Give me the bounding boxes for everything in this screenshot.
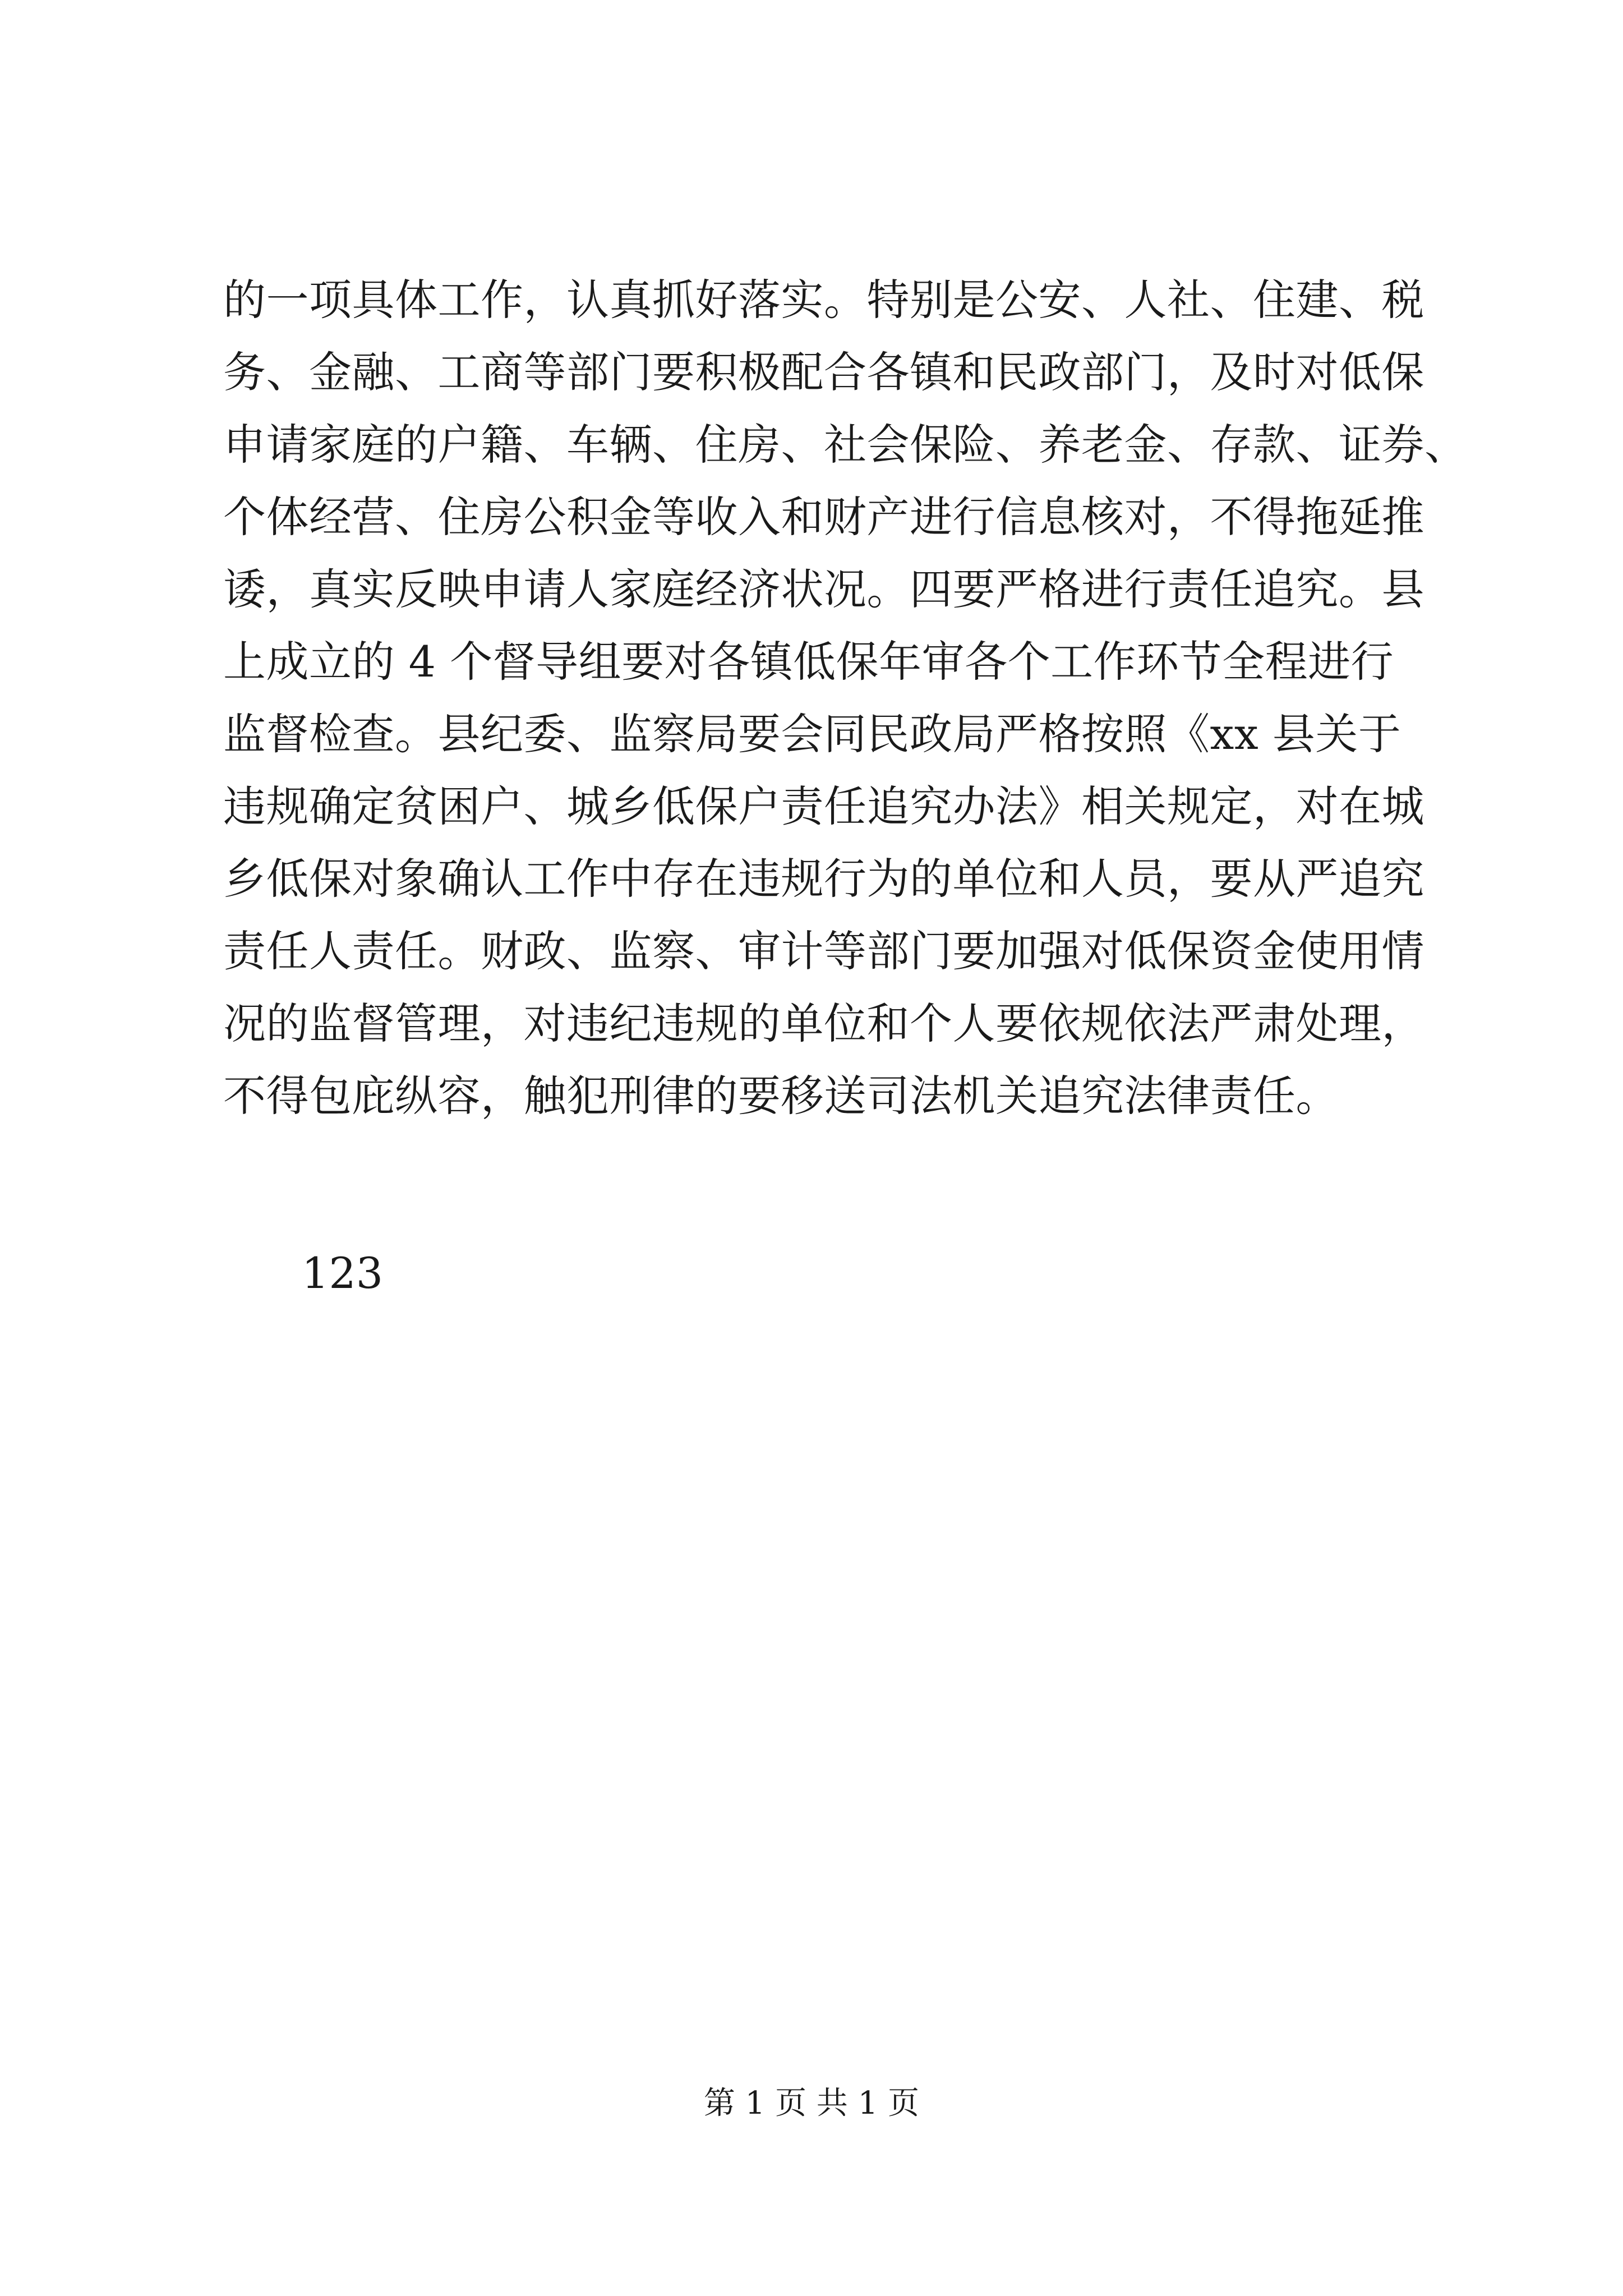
text-line: 务、金融、工商等部门要积极配合各镇和民政部门，及时对低保 (223, 347, 1424, 397)
page-footer: 第 1 页 共 1 页 (703, 2085, 920, 2122)
trailing-number: 123 (302, 1248, 384, 1298)
text-line: 况的监督管理，对违纪违规的单位和个人要依规依法严肃处理， (223, 999, 1424, 1048)
text-line: 责任人责任。财政、监察、审计等部门要加强对低保资金使用情 (223, 926, 1424, 976)
text-line: 监督检查。县纪委、监察局要会同民政局严格按照《xx 县关于 (223, 709, 1401, 759)
text-line: 个体经营、住房公积金等收入和财产进行信息核对，不得拖延推 (223, 492, 1424, 542)
text-line: 不得包庇纵容，触犯刑律的要移送司法机关追究法律责任。 (223, 1071, 1339, 1121)
text-line: 申请家庭的户籍、车辆、住房、社会保险、养老金、存款、证券、 (223, 420, 1468, 470)
body-paragraph (223, 264, 1468, 1132)
text-line: 违规确定贫困户、城乡低保户责任追究办法》相关规定，对在城 (223, 781, 1424, 831)
text-line: 诿，真实反映申请人家庭经济状况。四要严格进行责任追究。县 (223, 564, 1424, 614)
text-line: 乡低保对象确认工作中存在违规行为的单位和人员，要从严追究 (223, 854, 1424, 904)
text-line: 的一项具体工作，认真抓好落实。特别是公安、人社、住建、税 (223, 275, 1424, 325)
text-line: 上成立的 4 个督导组要对各镇低保年审各个工作环节全程进行 (223, 637, 1394, 687)
